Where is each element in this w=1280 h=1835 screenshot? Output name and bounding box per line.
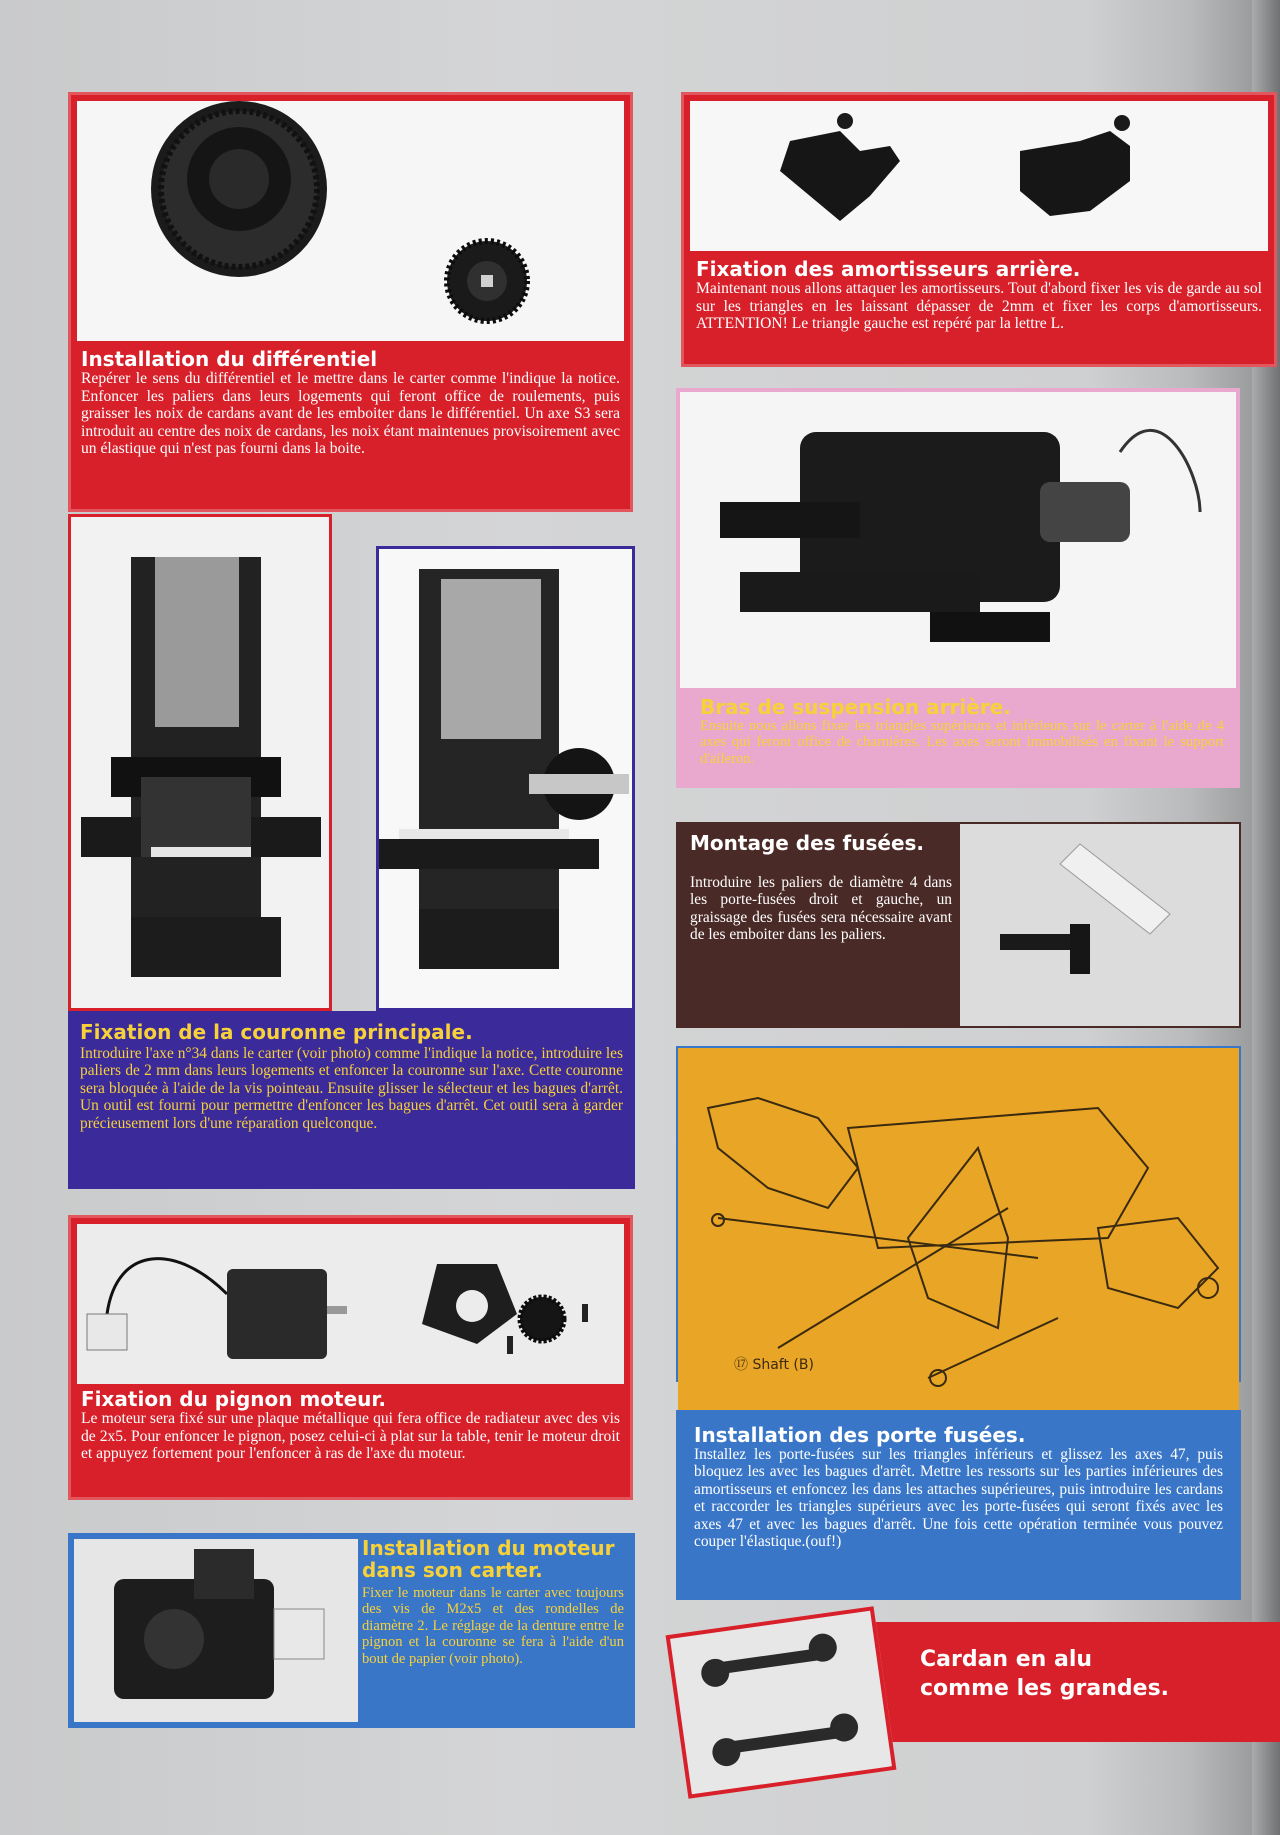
- couronne-panel: [68, 1011, 635, 1189]
- fusees-text-box: [690, 832, 952, 1022]
- moteur-text-box: [362, 1537, 624, 1722]
- cardan-photo: [666, 1606, 897, 1799]
- porte-fusees-text: Installez les porte-fusées sur les triangles inférieurs et glissez les axes 47, puis bloquez les avec les bagues d'arrêt. Mettre les ressorts sur les parties inférieures des amortisseurs et enfoncez les dans les attaches supérieures, puis introduire les cardans et raccorder les triangles supérieurs avec les porte-fusées qui seront fixés avec les axes 47 et avec les bagues d'arrêt. Une fois cette opération terminée vous pouvez couper l'élastique.(ouf!): [694, 1446, 1223, 1551]
- gearbox-photo-left: [68, 514, 332, 1011]
- porte-fusees-diagram-art: [678, 1048, 1239, 1410]
- differentiel-text: Repérer le sens du différentiel et le mettre dans le carter comme l'indique la notice. Enfoncer les paliers dans leurs logements qui feront office de roulements, puis graisser les noix de cardans avant de les emboiter dans le différentiel. Un axe S3 sera introduit au centre des noix de cardans, les noix étant maintenues provisoirement avec un élastique qui n'est pas fourni dans la boite.: [81, 370, 620, 458]
- fusees-title: Montage des fusées.: [690, 831, 925, 855]
- bras-photo: [680, 392, 1236, 688]
- porte-fusees-title: Installation des porte fusées.: [694, 1423, 1026, 1447]
- fusees-text: Introduire les paliers de diamètre 4 dans les porte-fusées droit et gauche, un graissage des fusées sera nécessaire avant de les emboiter dans les paliers.: [690, 874, 952, 944]
- amortisseurs-photo: [690, 101, 1268, 251]
- couronne-text: Introduire l'axe n°34 dans le carter (voir photo) comme l'indique la notice, introduire les paliers de 2 mm dans leurs logements et enfoncer la couronne sur l'axe. Cette couronne sera bloquée à l'aide de la vis pointeau. Ensuite glisser le sélecteur et les bagues d'arrêt. Un outil est fourni pour permettre d'enfoncer les bagues d'arrêt. Cet outil sera à garder précieusement lors d'une réparation quelconque.: [80, 1045, 623, 1132]
- cardan-title: Cardan en alu comme les grandes.: [920, 1647, 1170, 1701]
- amortisseurs-panel: [681, 92, 1277, 367]
- amortisseurs-title: Fixation des amortisseurs arrière.: [696, 257, 1081, 281]
- pignon-title: Fixation du pignon moteur.: [81, 1387, 387, 1411]
- differentiel-title: Installation du différentiel: [81, 347, 378, 371]
- couronne-title: Fixation de la couronne principale.: [80, 1020, 473, 1044]
- bevel-gear-icon: [447, 241, 527, 321]
- diagram-shaft-label: ⑰ Shaft (B): [734, 1357, 814, 1373]
- gearbox-photo-right: [376, 546, 635, 1011]
- fusees-panel: [676, 822, 1241, 1028]
- pignon-photo: [77, 1224, 624, 1384]
- amortisseurs-text: Maintenant nous allons attaquer les amortisseurs. Tout d'abord fixer les vis de garde au sol sur les triangles en les laissant dépasser de 2mm et fixer les corps d'amortisseurs. ATTENTION! Le triangle gauche est repéré par la lettre L.: [696, 280, 1262, 333]
- moteur-text: Fixer le moteur dans le carter avec toujours des vis de M2x5 et des rondelles de diamètre 2. Le réglage de la denture entre le pignon et la couronne se fera à l'aide d'un bout de papier (voir photo).: [362, 1585, 624, 1667]
- porte-fusees-text-panel: [676, 1410, 1241, 1600]
- pignon-text: Le moteur sera fixé sur une plaque métallique qui fera office de radiateur avec des vis de 2x5. Pour enfoncer le pignon, posez celui-ci à plat sur la table, tenir le moteur droit et appuyez fortement pour l'enfoncer à ras de l'axe du moteur.: [81, 1410, 620, 1463]
- pignon-panel: [68, 1215, 633, 1500]
- differentiel-panel: [68, 92, 633, 512]
- differentiel-photo: [77, 101, 624, 341]
- bras-title: Bras de suspension arrière.: [700, 695, 1011, 719]
- crown-gear-icon: [151, 101, 327, 277]
- moteur-panel: [68, 1533, 635, 1728]
- fusees-photo: [960, 824, 1239, 1026]
- moteur-photo: [74, 1539, 358, 1722]
- moteur-title: Installation du moteur dans son carter.: [362, 1536, 615, 1582]
- bras-panel: [676, 388, 1240, 788]
- bras-text: Ensuite nous allons fixer les triangles supérieurs et inférieurs sur le carter à l'aide de 4 axes qui feront office de charnières. Les axes seront immobilisés en fixant le support d'aileron.: [700, 718, 1224, 767]
